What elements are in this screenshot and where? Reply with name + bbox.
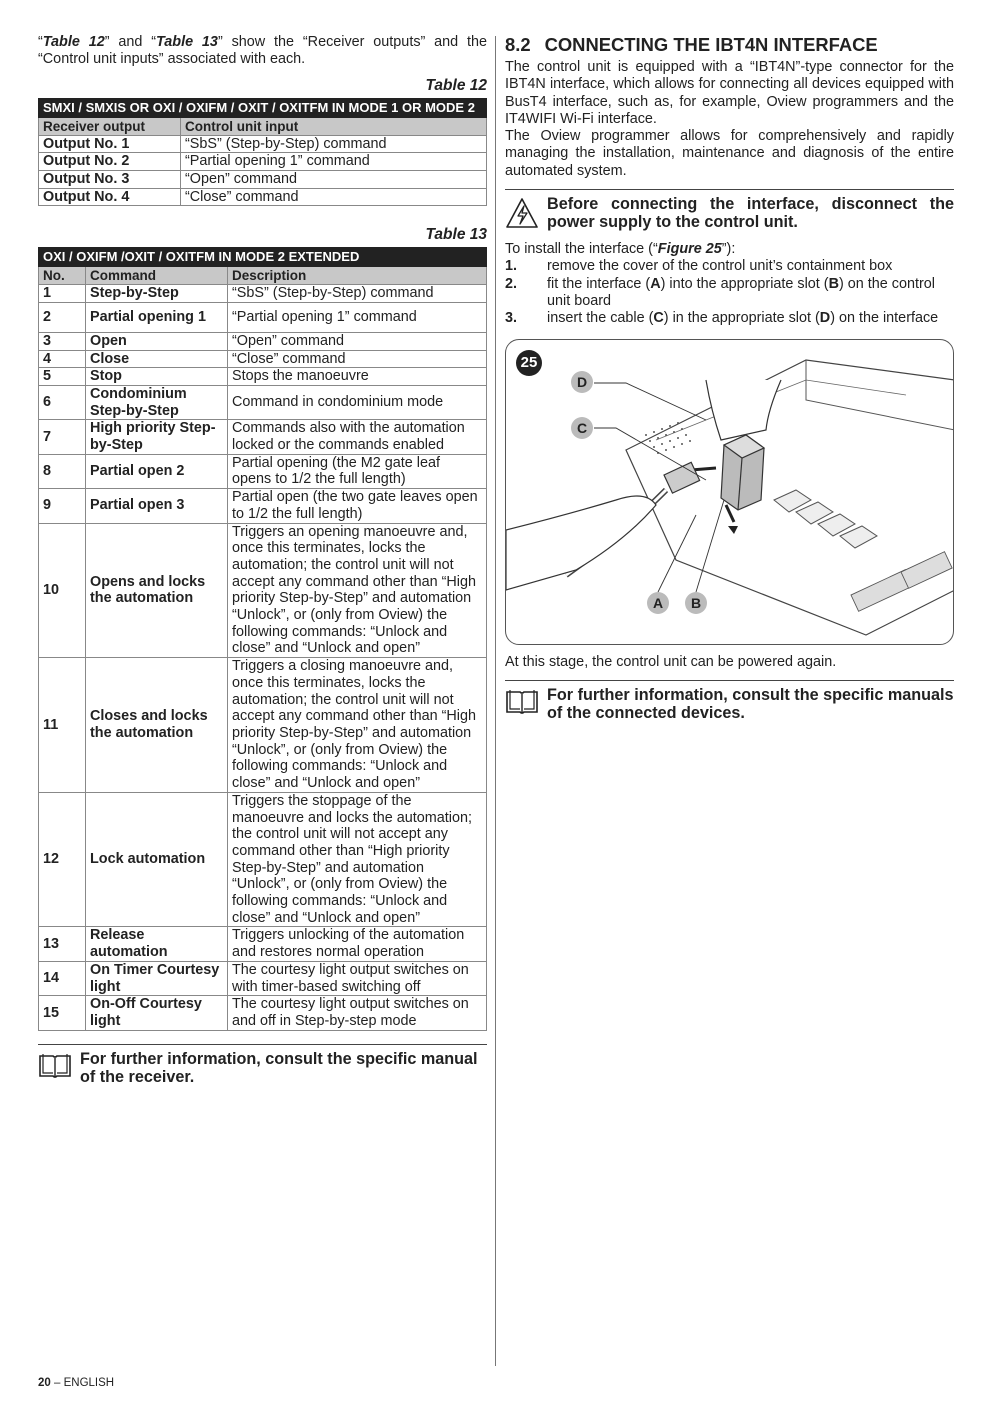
table13-row: 10 Opens and locks the automation Triggers an opening manoeuvre and, once this terminates, locks the automation; the control unit will not accept any command other than “High priority Step-by-Step” and automation “Unlock”, or (only from Oview) the following commands: “Unlock and close” and “Unlock and open”	[39, 523, 487, 658]
table13-row: 15 On-Off Courtesy light The courtesy light output switches on and off in Step-by-step mode	[39, 996, 487, 1030]
table13-row: 6 Condominium Step-by-Step Command in condominium mode	[39, 385, 487, 419]
table13-row: 4 Close “Close” command	[39, 350, 487, 368]
table13-row: 7 High priority Step-by-Step Commands also with the automation locked or the commands enabled	[39, 420, 487, 454]
label-a: A	[647, 592, 669, 614]
table13-row: 14 On Timer Courtesy light The courtesy light output switches on with timer-based switching off	[39, 961, 487, 995]
table12-caption: Table 12	[425, 76, 487, 94]
label-d: D	[571, 371, 593, 393]
install-steps	[505, 258, 954, 327]
column-divider	[495, 36, 496, 1366]
table12-row: Output No. 2 “Partial opening 1” command	[39, 153, 487, 171]
table13-row: 11 Closes and locks the automation Triggers a closing manoeuvre and, once this terminates, locks the automation; the control unit will not accept any command other than “High priority Step-by-Step” and automation “Unlock”, or (only from Oview) the following commands: “Unlock and close” and “Unlock and open”	[39, 658, 487, 793]
table12-row: Output No. 3 “Open” command	[39, 171, 487, 189]
table-13	[38, 247, 487, 1030]
book-icon	[505, 688, 541, 721]
install-intro: To install the interface (“Figure 25”):	[505, 241, 736, 258]
table12-body	[39, 135, 487, 206]
right-column	[505, 34, 954, 722]
table13-body	[39, 285, 487, 1030]
electric-hazard-icon	[505, 197, 541, 234]
after-paragraph: At this stage, the control unit can be powered again.	[505, 653, 837, 670]
table13-row: 8 Partial open 2 Partial opening (the M2 gate leaf opens to 1/2 the full length)	[39, 454, 487, 488]
intro-paragraph: “Table 12” and “Table 13” show the “Receiver outputs” and the “Control unit inputs” associated with each.	[38, 34, 488, 68]
table13-row: 5 Stop Stops the manoeuvre	[39, 368, 487, 386]
section-heading: 8.2 CONNECTING THE IBT4N INTERFACE	[505, 34, 878, 55]
intro-paragraph-2: The Oview programmer allows for comprehensively and rapidly managing the installation, maintenance and diagnosis of the entire automated system.	[505, 128, 954, 179]
table12-column-headers: Receiver output Control unit input	[39, 117, 487, 135]
table13-row: 9 Partial open 3 Partial open (the two gate leaves open to 1/2 the full length)	[39, 489, 487, 523]
left-column	[38, 34, 487, 1086]
table13-header: OXI / OXIFM /OXIT / OXITFM IN MODE 2 EXTENDED	[39, 248, 487, 267]
table12-row: Output No. 4 “Close” command	[39, 188, 487, 206]
page-footer: 20 – ENGLISH	[38, 1377, 115, 1389]
table13-row: 2 Partial opening 1 “Partial opening 1” command	[39, 303, 487, 333]
table13-row: 13 Release automation Triggers unlocking of the automation and restores normal operation	[39, 927, 487, 961]
intro-paragraph-1: The control unit is equipped with a “IBT4N”-type connector for the IBT4N interface, which allows for connecting all devices equipped with BusT4 interface, such as, for example, Oview programmers and the IT4WIFI Wi-Fi interface.	[505, 59, 954, 127]
table13-row: 12 Lock automation Triggers the stoppage of the manoeuvre and locks the automation; the control unit will not accept any command other than “High priority Step-by-Step” and automation “Unlock”, or (only from Oview) the following commands: “Unlock and close” and “Unlock and open”	[39, 792, 487, 927]
install-step: 1. remove the cover of the control unit’s containment box	[505, 258, 893, 275]
figure-25	[505, 339, 954, 645]
install-step: 3. insert the cable (C) in the appropriate slot (D) on the interface	[505, 310, 939, 327]
warning-note: Before connecting the interface, disconnect the power supply to the control unit.	[505, 189, 954, 234]
table-12	[38, 98, 487, 207]
table13-column-headers: No. Command Description	[39, 267, 487, 285]
table13-row: 3 Open “Open” command	[39, 332, 487, 350]
table13-row: 1 Step-by-Step “SbS” (Step-by-Step) command	[39, 285, 487, 303]
table12-row: Output No. 1 “SbS” (Step-by-Step) command	[39, 135, 487, 153]
label-b: B	[685, 592, 707, 614]
table13-caption: Table 13	[425, 226, 487, 244]
figure-number-badge: 25	[516, 350, 542, 376]
install-step: 2. fit the interface (A) into the appropriate slot (B) on the control unit board	[505, 275, 935, 309]
devices-manual-note: For further information, consult the specific manuals of the connected devices.	[505, 680, 954, 722]
book-icon	[38, 1052, 74, 1085]
receiver-manual-note: For further information, consult the specific manual of the receiver.	[38, 1044, 487, 1086]
label-c: C	[571, 417, 593, 439]
table12-header: SMXI / SMXIS OR OXI / OXIFM / OXIT / OXITFM IN MODE 1 OR MODE 2	[39, 98, 487, 117]
